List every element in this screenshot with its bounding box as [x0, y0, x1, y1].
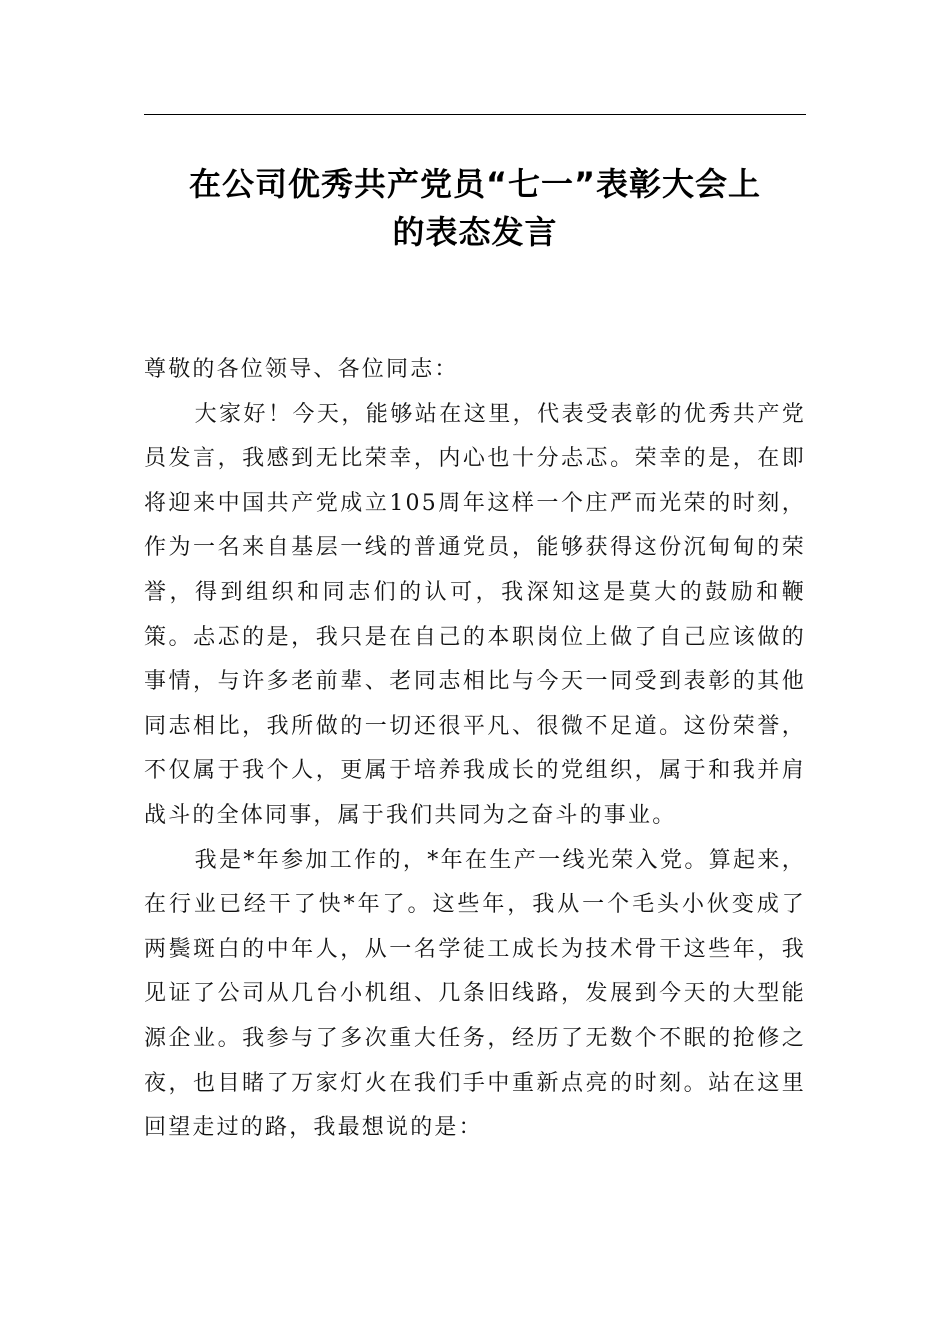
paragraph-2: 我是*年参加工作的，*年在生产一线光荣入党。算起来，在行业已经干了快*年了。这些年，我从一个毛头小伙变成了两鬓斑白的中年人，从一名学徒工成长为技术骨干这些年，我见证了公司从几台小机组、几条旧线路，发展到今天的大型能源企业。我参与了多次重大任务，经历了无数个不眠的抢修之夜，也目睹了万家灯火在我们手中重新点亮的时刻。站在这里回望走过的路，我最想说的是：	[144, 847, 806, 1141]
paragraph-1: 大家好！今天，能够站在这里，代表受表彰的优秀共产党员发言，我感到无比荣幸，内心也十分忐忑。荣幸的是，在即将迎来中国共产党成立105周年这样一个庄严而光荣的时刻，作为一名来自基层一线的普通党员，能够获得这份沉甸甸的荣誉，得到组织和同志们的认可，我深知这是莫大的鼓励和鞭策。忐忑的是，我只是在自己的本职岗位上做了自己应该做的事情，与许多老前辈、老同志相比与今天一同受到表彰的其他同志相比，我所做的一切还很平凡、很微不足道。这份荣誉，不仅属于我个人，更属于培养我成长的党组织，属于和我并肩战斗的全体同事，属于我们共同为之奋斗的事业。	[144, 401, 806, 828]
salutation: 尊敬的各位领导、各位同志：	[144, 357, 459, 382]
document-title	[144, 160, 806, 256]
document-body	[144, 348, 806, 1151]
header-rule	[144, 114, 806, 115]
title-line-2: 的表态发言	[392, 213, 558, 251]
title-line-1: 在公司优秀共产党员“七一”表彰大会上	[188, 165, 762, 203]
